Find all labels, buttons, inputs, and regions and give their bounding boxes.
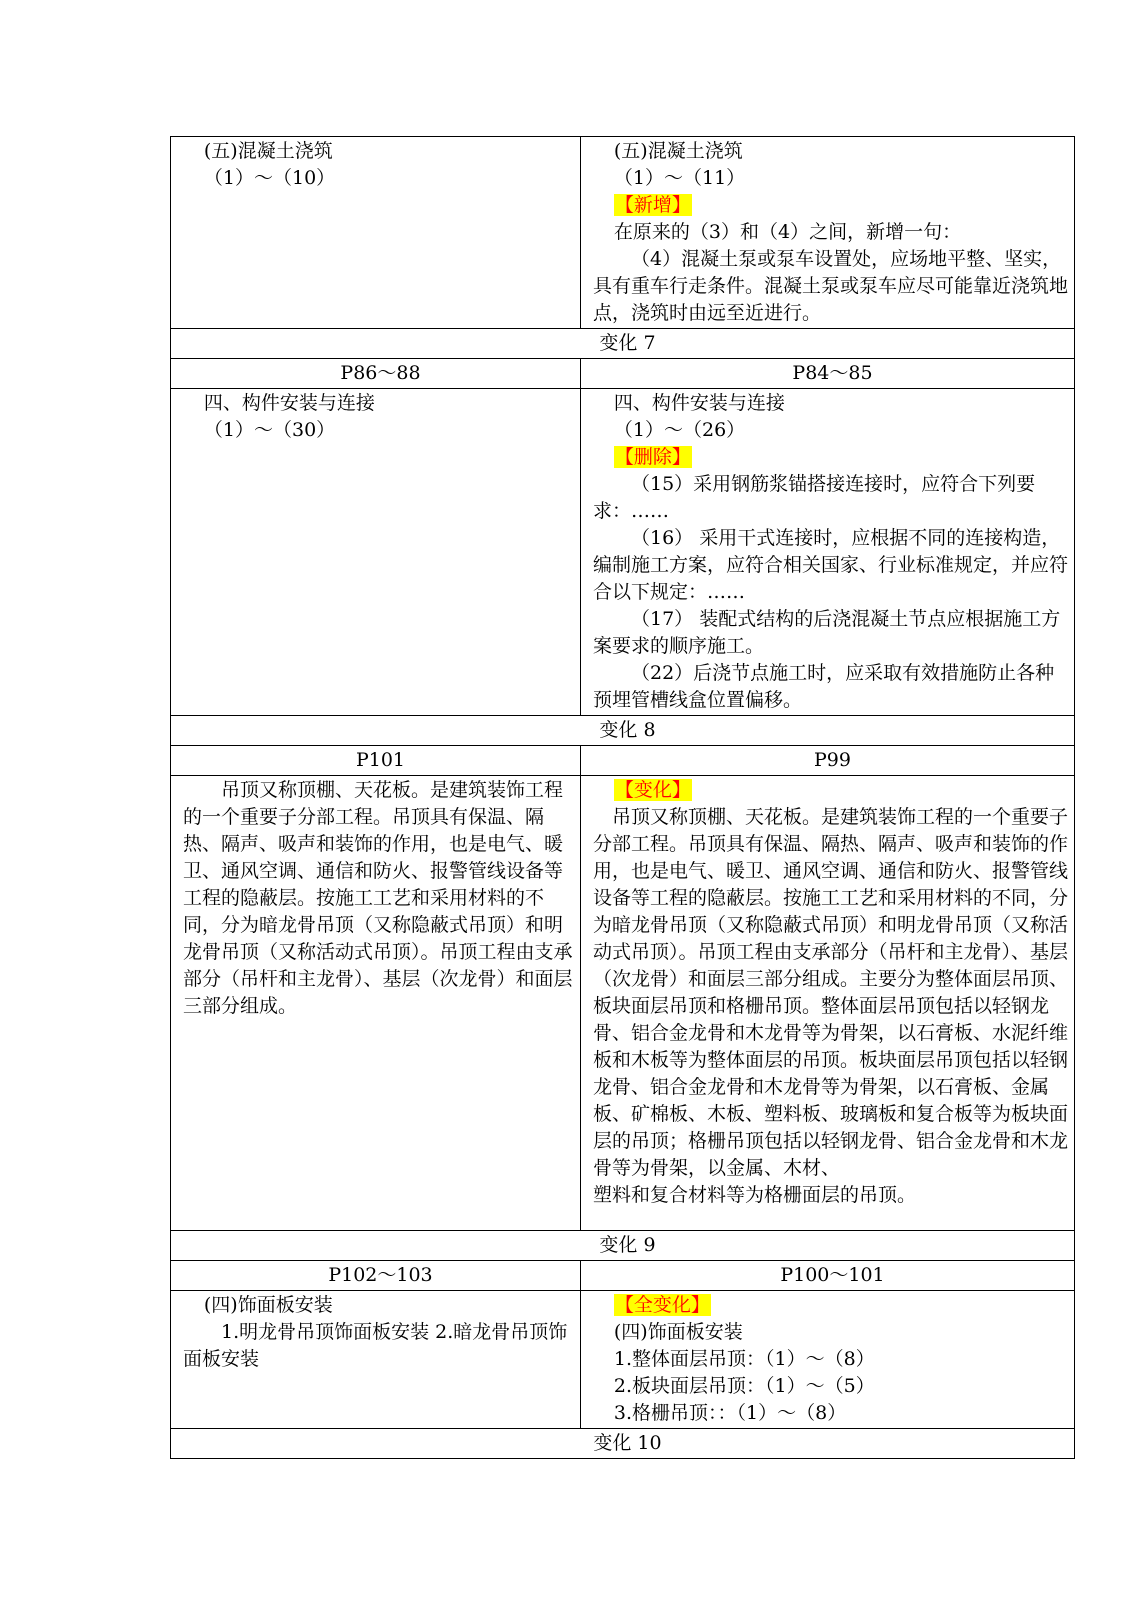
deleted-tag: 【删除】 xyxy=(614,446,691,468)
change-header-row xyxy=(171,1429,1075,1459)
old-page-ref: P86～88 xyxy=(171,359,581,389)
fully-changed-tag: 【全变化】 xyxy=(614,1294,710,1316)
page-ref-row xyxy=(171,1261,1075,1291)
new-page-ref: P100～101 xyxy=(581,1261,1075,1291)
deleted-item: （15）采用钢筋浆锚搭接连接时，应符合下列要求：…… xyxy=(593,473,1036,522)
intro-text: 在原来的（3）和（4）之间，新增一句： xyxy=(613,221,962,243)
change-label: 变化 7 xyxy=(171,329,1075,359)
section-title: 四、构件安装与连接 xyxy=(203,392,375,414)
page-ref-row xyxy=(171,746,1075,776)
old-page-ref: P102～103 xyxy=(171,1261,581,1291)
table-row xyxy=(171,776,1075,1231)
change-label: 变化 10 xyxy=(171,1429,1075,1459)
change-label: 变化 8 xyxy=(171,716,1075,746)
old-paragraph: 吊顶又称顶棚、天花板。是建筑装饰工程的一个重要子分部工程。吊顶具有保温、隔热、隔声、吸声和装饰的作用，也是电气、暖卫、通风空调、通信和防火、报警管线设备等工程的隐蔽层。按施工工艺和采用材料的不同，分为暗龙骨吊顶（又称隐蔽式吊顶）和明龙骨吊顶（又称活动式吊顶）。吊顶工程由支承部分（吊杆和主龙骨）、基层（次龙骨）和面层三部分组成。 xyxy=(183,779,573,1017)
added-text: （4）混凝土泵或泵车设置处，应场地平整、坚实，具有重车行走条件。混凝土泵或泵车应尽可能靠近浇筑地点，浇筑时由远至近进行。 xyxy=(593,248,1069,324)
change-header-row xyxy=(171,716,1075,746)
table-row xyxy=(171,1291,1075,1429)
section-title: (四)饰面板安装 xyxy=(613,1321,743,1343)
deleted-item: （16） 采用干式连接时，应根据不同的连接构造，编制施工方案，应符合相关国家、行业标准规定，并应符合以下规定：…… xyxy=(593,527,1069,603)
item-range: （1）～（26） xyxy=(613,419,746,441)
old-content-cell xyxy=(171,776,581,1231)
old-items: 1.明龙骨吊顶饰面板安装 2.暗龙骨吊顶饰面板安装 xyxy=(183,1321,568,1370)
section-title: 四、构件安装与连接 xyxy=(613,392,785,414)
comparison-table xyxy=(170,136,1075,1459)
new-content-cell xyxy=(581,1291,1075,1429)
added-tag: 【新增】 xyxy=(614,194,691,216)
page-ref-row xyxy=(171,359,1075,389)
new-content-cell xyxy=(581,137,1075,329)
new-content-cell xyxy=(581,389,1075,716)
old-content-cell xyxy=(171,1291,581,1429)
section-title: (五)混凝土浇筑 xyxy=(613,140,743,162)
old-content-cell xyxy=(171,137,581,329)
section-title: (五)混凝土浇筑 xyxy=(203,140,333,162)
deleted-item: （17） 装配式结构的后浇混凝土节点应根据施工方案要求的顺序施工。 xyxy=(593,608,1061,657)
deleted-item: （22）后浇节点施工时，应采取有效措施防止各种预埋管槽线盒位置偏移。 xyxy=(593,662,1055,711)
section-title: (四)饰面板安装 xyxy=(203,1294,333,1316)
item-range: （1）～（30） xyxy=(203,419,336,441)
new-page-ref: P99 xyxy=(581,746,1075,776)
change-header-row xyxy=(171,1231,1075,1261)
old-content-cell xyxy=(171,389,581,716)
changed-tag: 【变化】 xyxy=(614,779,691,801)
new-item: 1.整体面层吊顶：（1）～（8） xyxy=(613,1348,875,1370)
new-paragraph-end: 塑料和复合材料等为格栅面层的吊顶。 xyxy=(593,1184,917,1206)
new-page-ref: P84～85 xyxy=(581,359,1075,389)
change-label: 变化 9 xyxy=(171,1231,1075,1261)
new-content-cell xyxy=(581,776,1075,1231)
new-item: 2.板块面层吊顶：（1）～（5） xyxy=(613,1375,875,1397)
new-paragraph: 吊顶又称顶棚、天花板。是建筑装饰工程的一个重要子分部工程。吊顶具有保温、隔热、隔声、吸声和装饰的作用，也是电气、暖卫、通风空调、通信和防火、报警管线设备等工程的隐蔽层。按施工工艺和采用材料的不同，分为暗龙骨吊顶（又称隐蔽式吊顶）和明龙骨吊顶（又称活动式吊顶）。吊顶工程由支承部分（吊杆和主龙骨）、基层（次龙骨）和面层三部分组成。主要分为整体面层吊顶、板块面层吊顶和格栅吊顶。整体面层吊顶包括以轻钢龙骨、铝合金龙骨和木龙骨等为骨架，以石膏板、水泥纤维板和木板等为整体面层的吊顶。板块面层吊顶包括以轻钢龙骨、铝合金龙骨和木龙骨等为骨架，以石膏板、金属板、矿棉板、木板、塑料板、玻璃板和复合板等为板块面层的吊顶；格栅吊顶包括以轻钢龙骨、铝合金龙骨和木龙骨等为骨架，以金属、木材、 xyxy=(593,806,1069,1179)
item-range: （1）～（11） xyxy=(613,167,746,189)
table-row xyxy=(171,137,1075,329)
old-page-ref: P101 xyxy=(171,746,581,776)
table-row xyxy=(171,389,1075,716)
change-header-row xyxy=(171,329,1075,359)
new-item: 3.格栅吊顶：：（1）～（8） xyxy=(613,1402,847,1424)
item-range: （1）～（10） xyxy=(203,167,336,189)
